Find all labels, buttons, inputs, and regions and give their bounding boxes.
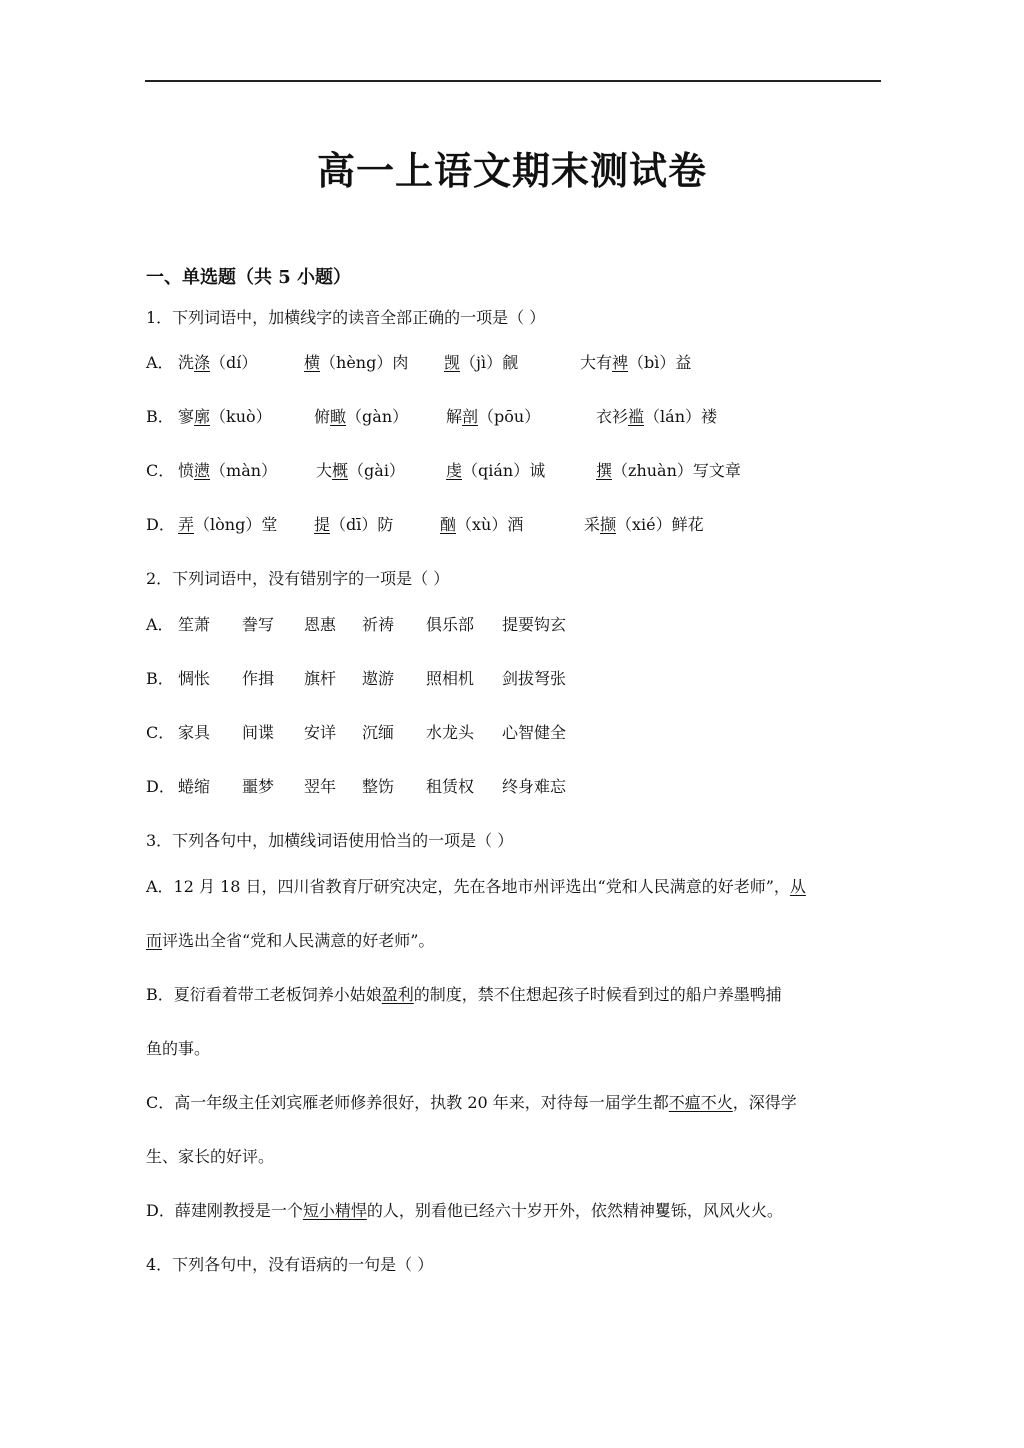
- word: 蜷缩: [178, 777, 211, 796]
- word: 家具: [178, 723, 211, 742]
- word: 剑拔弩张: [502, 669, 567, 688]
- q3-option-d-line1: D．薛建刚教授是一个短小精悍的人，别看他已经六十岁开外，依然精神矍铄，风风火火。: [146, 1201, 783, 1220]
- q1a-word-4: 大有裨（bì）益: [580, 353, 692, 372]
- question-1-stem: 1．下列词语中，加横线字的读音全部正确的一项是（ ）: [146, 308, 546, 327]
- q3-option-b-line1: B．夏衍看着带工老板饲养小姑娘盈利的制度，禁不住想起孩子时候看到过的船户养墨鸭捕: [146, 985, 782, 1004]
- q1c-word-4: 撰（zhuàn）写文章: [596, 461, 741, 480]
- word: 整饬: [362, 777, 395, 796]
- q3-option-c-line2: 生、家长的好评。: [146, 1147, 275, 1166]
- question-2-stem: 2．下列词语中，没有错别字的一项是（ ）: [146, 569, 450, 588]
- header-rule: [145, 80, 881, 82]
- q3-option-b-line2: 鱼的事。: [146, 1039, 211, 1058]
- word: 终身难忘: [502, 777, 567, 796]
- q1d-word-3: 酗（xù）酒: [440, 515, 524, 534]
- word: 沉缅: [362, 723, 395, 742]
- q1b-word-2: 俯瞰（gàn）: [314, 407, 409, 426]
- word: 祈祷: [362, 615, 395, 634]
- option-label: C．: [146, 461, 175, 480]
- q1b-word-3: 解剖（pōu）: [446, 407, 541, 426]
- q1c-word-2: 大概（gài）: [316, 461, 405, 480]
- word: 作揖: [242, 669, 275, 688]
- q1c-word-3: 虔（qián）诚: [446, 461, 546, 480]
- q1a-word-1: 洗涤（dí）: [178, 353, 258, 372]
- word: 安详: [304, 723, 337, 742]
- word: 间谍: [242, 723, 275, 742]
- word: 俱乐部: [426, 615, 475, 634]
- q3-option-a-line2: 而评选出全省“党和人民满意的好老师”。: [146, 931, 435, 950]
- q1b-word-1: 寥廓（kuò）: [178, 407, 272, 426]
- q1b-word-4: 衣衫褴（lán）褛: [596, 407, 717, 426]
- section-heading: 一、单选题（共 5 小题）: [146, 267, 352, 288]
- option-label: B．: [146, 669, 174, 688]
- word: 惆怅: [178, 669, 211, 688]
- option-label: C．: [146, 723, 175, 742]
- option-label: D．: [146, 515, 175, 534]
- q3-option-a-line1: A．12 月 18 日，四川省教育厅研究决定，先在各地市州评选出“党和人民满意的好老师”，从: [146, 877, 806, 896]
- word: 噩梦: [242, 777, 275, 796]
- word: 照相机: [426, 669, 475, 688]
- q1d-word-1: 弄（lòng）堂: [178, 515, 278, 534]
- word: 誊写: [242, 615, 275, 634]
- option-label: D．: [146, 777, 175, 796]
- word: 心智健全: [502, 723, 567, 742]
- word: 旗杆: [304, 669, 337, 688]
- q1c-word-1: 愤懑（màn）: [178, 461, 278, 480]
- option-label: A．: [146, 615, 174, 634]
- q1d-word-4: 采撷（xié）鲜花: [584, 515, 704, 534]
- word: 笙萧: [178, 615, 211, 634]
- question-3-stem: 3．下列各句中，加横线词语使用恰当的一项是（ ）: [146, 831, 514, 850]
- word: 翌年: [304, 777, 337, 796]
- question-4-stem: 4．下列各句中，没有语病的一句是（ ）: [146, 1255, 434, 1274]
- page-title: 高一上语文期末测试卷: [316, 149, 707, 193]
- q1d-word-2: 提（dī）防: [314, 515, 394, 534]
- option-label: A．: [146, 353, 174, 372]
- option-label: B．: [146, 407, 174, 426]
- word: 租赁权: [426, 777, 475, 796]
- word: 水龙头: [426, 723, 475, 742]
- q1a-word-3: 觊（jì）觎: [444, 353, 519, 372]
- q1a-word-2: 横（hèng）肉: [304, 353, 409, 372]
- q3-option-c-line1: C．高一年级主任刘宾雁老师修养很好，执教 20 年来，对待每一届学生都不瘟不火，深得学: [146, 1093, 797, 1112]
- word: 遨游: [362, 669, 395, 688]
- word: 恩惠: [304, 615, 337, 634]
- word: 提要钩玄: [502, 615, 567, 634]
